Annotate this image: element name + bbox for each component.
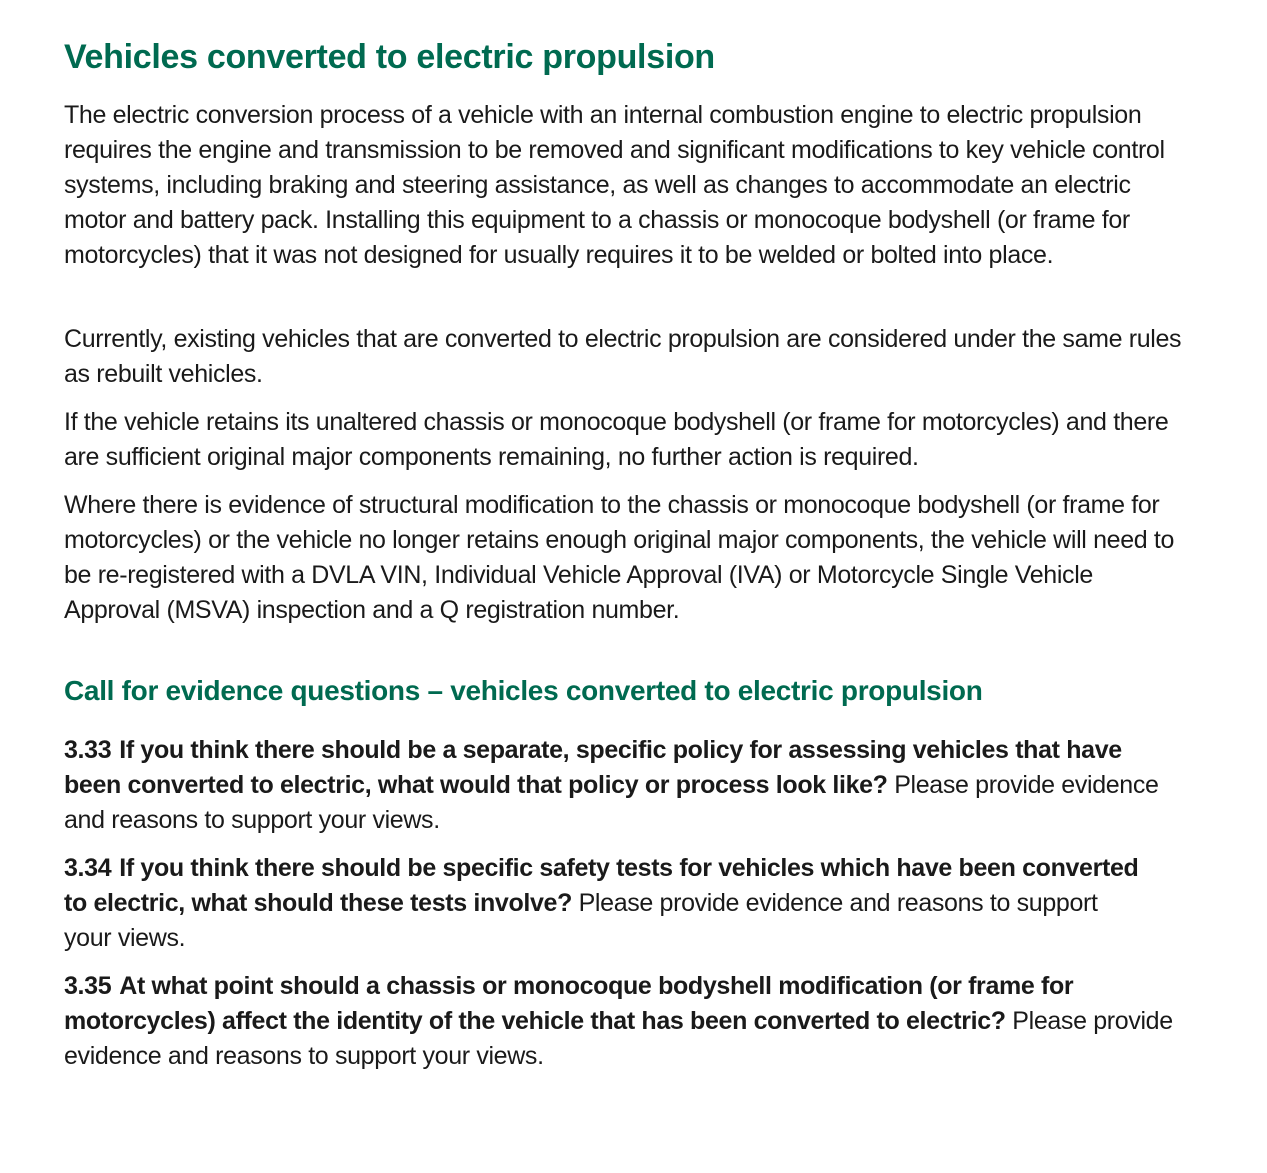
paragraph-conversion-process: The electric conversion process of a vehicle with an internal combustion engine to electric propulsion requires the engine and transmission to be removed and significant modifications to key vehicle control systems, including braking and steering assistance, as well as changes to accommodate an electric motor and battery pack. Installing this equipment to a chassis or monocoque bodyshell (or frame for motorcycles) that it was not designed for usually requires it to be welded or bolted into place. [64, 101, 1165, 269]
paragraph-unaltered-chassis: If the vehicle retains its unaltered chassis or monocoque bodyshell (or frame for motorcycles) and there are sufficient original major components remaining, no further action is required. [64, 408, 1169, 471]
question-prompt: Please provide evidence and reasons to support your views. [64, 771, 1159, 834]
question-3-33 [64, 733, 1164, 838]
question-number: 3.35 [64, 972, 112, 1000]
question-number: 3.33 [64, 736, 112, 764]
question-text: If you think there should be a separate, specific policy for assessing vehicles that have been converted to electric, what would that policy or process look like? [64, 736, 1122, 799]
question-text: If you think there should be specific safety tests for vehicles which have been converted to electric, what should these tests involve? [64, 854, 1139, 917]
question-text: At what point should a chassis or monocoque bodyshell modification (or frame for motorcycles) affect the identity of the vehicle that has been converted to electric? [64, 972, 1074, 1035]
section-title: Vehicles converted to electric propulsion [64, 38, 715, 76]
paragraph-structural-modification: Where there is evidence of structural modification to the chassis or monocoque bodyshell (or frame for motorcycles) or the vehicle no longer retains enough original major components, the vehicle will need to be re-registered with a DVLA VIN, Individual Vehicle Approval (IVA) or Motorcycle Single Vehicle Approval (MSVA) inspection and a Q registration number. [64, 491, 1175, 624]
question-prompt: Please provide evidence and reasons to support your views. [64, 889, 1098, 952]
questions-section-title: Call for evidence questions – vehicles converted to electric propulsion [64, 675, 983, 706]
paragraph-current-rules: Currently, existing vehicles that are converted to electric propulsion are considered under the same rules as rebuilt vehicles. [64, 325, 1182, 388]
question-3-35 [64, 969, 1184, 1074]
question-number: 3.34 [64, 854, 112, 882]
question-3-34 [64, 851, 1144, 956]
question-prompt: Please provide evidence and reasons to support your views. [64, 1007, 1173, 1070]
